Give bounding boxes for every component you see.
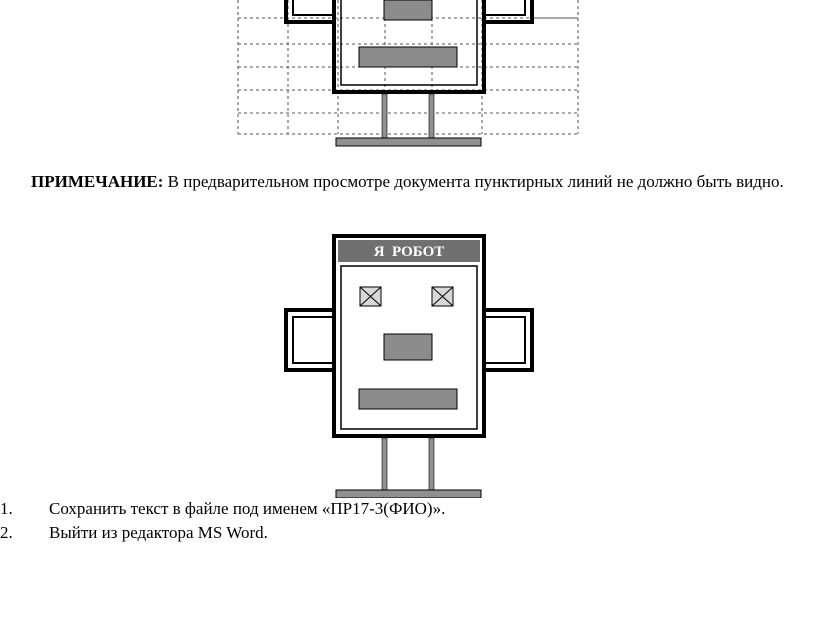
note-text: В предварительном просмотре документа пунктирных линий не должно быть видно. — [163, 172, 784, 191]
robot-right-arm — [484, 310, 532, 370]
note-label: ПРИМЕЧАНИЕ: — [31, 172, 164, 191]
robot-left-eye-icon — [360, 287, 381, 306]
robot-base — [336, 138, 481, 146]
step-text: Сохранить текст в файле под именем «ПР17-3(ФИО)». — [49, 499, 446, 518]
robot-mouth — [359, 389, 457, 409]
robot-nose — [384, 334, 432, 360]
robot-nose — [384, 0, 432, 20]
step-number: 2. — [0, 523, 13, 542]
step-text: Выйти из редактора MS Word. — [49, 523, 268, 542]
robot-figure — [0, 228, 816, 498]
robot-legs — [382, 438, 434, 490]
robot-mouth — [359, 47, 457, 67]
robot-grid-figure — [0, 0, 816, 150]
robot-left-arm — [286, 310, 334, 370]
note-paragraph — [31, 170, 801, 194]
step-number: 1. — [0, 499, 13, 518]
robot-title: Я РОБОТ — [373, 244, 445, 260]
robot-legs — [382, 94, 434, 138]
robot-right-eye-icon — [432, 287, 453, 306]
